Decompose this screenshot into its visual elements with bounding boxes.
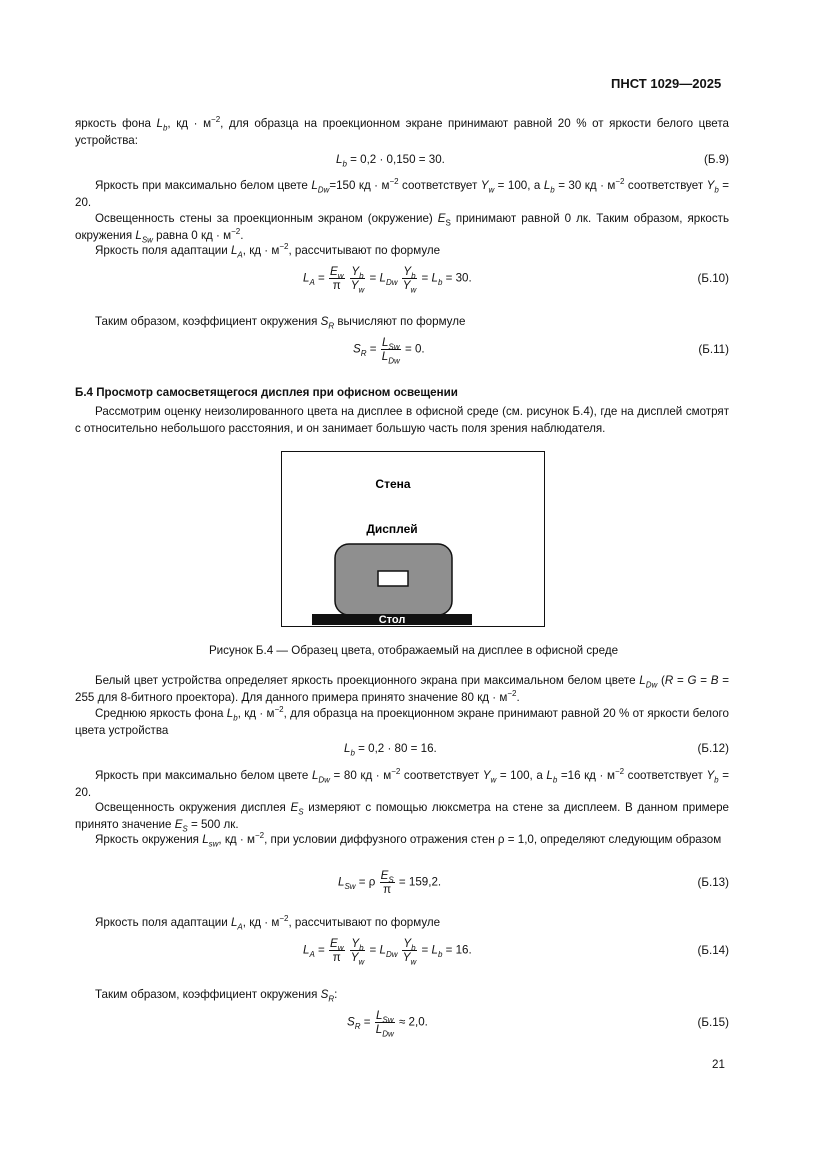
figure-drawing xyxy=(282,452,543,625)
figure-office-display xyxy=(281,451,545,627)
equation-b9 xyxy=(75,153,729,173)
equation-b10 xyxy=(75,265,729,299)
paragraph: Рассмотрим оценку неизолированного цвета на дисплее в офисной среде (см. рисунок Б.4), где на дисплей смотрят с относительно небольшого расстояния, и он занимает большую часть поля зрения наблюдателя. xyxy=(75,405,729,435)
equation-number: (Б.12) xyxy=(697,742,729,755)
paragraph: Яркость при максимально белом цвете $L_{Dw}=150$ кд · $м^{-2}$ соответствует $Y_w = 100$, а $L_b = 30$ кд · $м^{-2}$ соответствует $Y_b = 20$. xyxy=(75,177,730,209)
equation-b15 xyxy=(75,1009,729,1043)
equation-b13 xyxy=(75,869,729,903)
equation-body: $S_R$ = $\frac{L_{Sw}}{L_{Dw}}$ ≈ 2,0. xyxy=(347,1009,428,1039)
equation-body: $L_{Sw} = \rho$ $\frac{E_S}{\pi}$ = 159,2. xyxy=(338,869,442,896)
equation-number: (Б.9) xyxy=(704,153,729,166)
table-label: Стол xyxy=(378,614,406,625)
equation-body: $S_R$ = $\frac{L_{Sw}}{L_{Dw}}$ = 0. xyxy=(353,336,425,366)
paragraph: Освещенность стены за проекционным экраном (окружение) $E_S$ принимают равной 0 лк. Таким образом, яркость окружения $L_{Sw}$ равна 0 кд · $м^{-2}$. xyxy=(75,212,730,245)
display-label: Дисплей xyxy=(366,522,418,536)
equation-body: $L_b = 0,2 \cdot 0,150 = 30$. xyxy=(336,153,445,169)
equation-number: (Б.11) xyxy=(698,343,729,356)
paragraph: Среднюю яркость фона $L_b$, кд · $м^{-2}$, для образца на проекционном экране принимают равной 20 % от яркости белого цвета устройства xyxy=(75,705,729,737)
page-number: 21 xyxy=(712,1058,725,1071)
document-standard-number: ПНСТ 1029—2025 xyxy=(611,76,722,91)
paragraph: Белый цвет устройства определяет яркость проекционного экрана при максимальном белом цвете $L_{Dw}$ (R = G = B = 255 для 8-битного проектора). Для данного примера принято значение 80 кд · $м^{-2}$. xyxy=(75,674,729,704)
equation-number: (Б.13) xyxy=(697,876,729,889)
equation-body: $L_A$ = $\frac{E_w}{\pi}$ $\frac{Y_b}{Y_w}$ = $L_{Dw}$ $\frac{Y_b}{Y_w}$ = $L_b = 16$. xyxy=(303,937,472,967)
equation-number: (Б.10) xyxy=(697,272,729,285)
equation-number: (Б.14) xyxy=(697,944,729,957)
equation-b12 xyxy=(75,742,729,762)
paragraph: Таким образом, коэффициент окружения $S_R$: xyxy=(95,988,338,1004)
paragraph: Яркость поля адаптации $L_A$, кд · $м^{-2}$, рассчитывают по формуле xyxy=(95,242,441,260)
equation-body: $L_A$ = $\frac{E_w}{\pi}$ $\frac{Y_b}{Y_w}$ = $L_{Dw}$ $\frac{Y_b}{Y_w}$ = $L_b = 30$. xyxy=(303,265,472,295)
paragraph: яркость фона $L_b$, кд · $м^{-2}$, для образца на проекционном экране принимают равной 20 % от яркости белого цвета устройства: xyxy=(75,115,729,147)
color-sample xyxy=(378,571,408,586)
section-heading: Б.4 Просмотр самосветящегося дисплея при офисном освещении xyxy=(75,386,458,399)
equation-b14 xyxy=(75,937,729,971)
paragraph: Яркость при максимально белом цвете $L_{Dw} = 80$ кд · $м^{-2}$ соответствует $Y_w = 100$, а $L_b =16$ кд · $м^{-2}$ соответствует $Y_b = 20$. xyxy=(75,767,729,799)
equation-number: (Б.15) xyxy=(697,1016,729,1029)
wall-label: Стена xyxy=(375,477,411,491)
equation-body: $L_b = 0,2 \cdot 80 = 16$. xyxy=(344,742,437,758)
figure-caption: Рисунок Б.4 — Образец цвета, отображаемый на дисплее в офисной среде xyxy=(208,644,619,657)
paragraph: Освещенность окружения дисплея $E_S$ измеряют с помощью люксметра на стене за дисплеем. В данном примере принято значение $E_S = 500$ лк. xyxy=(75,801,729,834)
paragraph: Яркость поля адаптации $L_A$, кд · $м^{-2}$, рассчитывают по формуле xyxy=(95,914,441,932)
paragraph: Яркость окружения $L_{sw}$, кд · $м^{-2}$, при условии диффузного отражения стен ρ = 1,0, определяют следующим образом xyxy=(95,831,722,849)
paragraph: Таким образом, коэффициент окружения $S_R$ вычисляют по формуле xyxy=(95,315,466,331)
equation-b11 xyxy=(75,336,729,370)
